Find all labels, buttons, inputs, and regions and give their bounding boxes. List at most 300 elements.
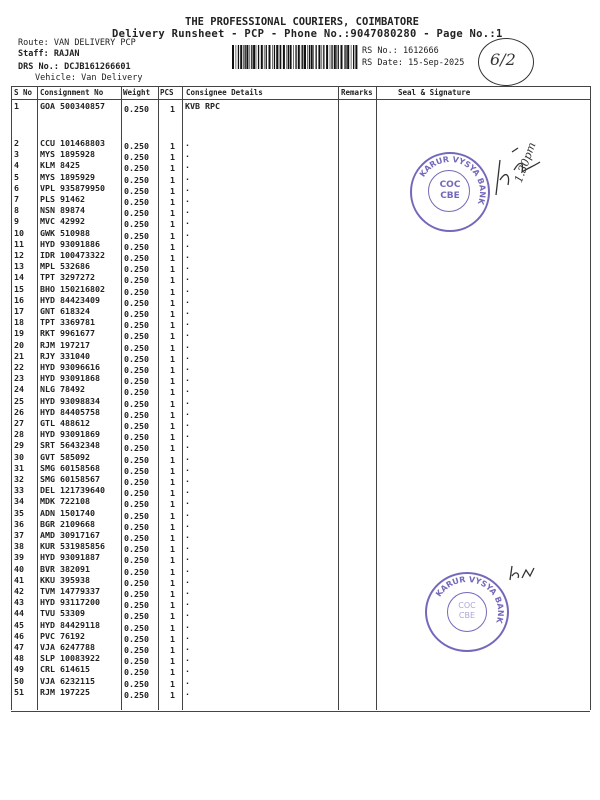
row-consignment: SMG 60158567	[40, 474, 100, 484]
row-pcs: 1	[170, 264, 175, 275]
row-weight: 0.250	[124, 141, 149, 151]
row-sno: 51	[14, 686, 24, 697]
barcode-bar	[302, 45, 303, 69]
barcode-bar	[261, 45, 263, 69]
barcode-bar	[309, 45, 310, 69]
row-sno: 3	[14, 149, 19, 160]
row-weight: 0.250	[124, 342, 149, 353]
barcode-bar	[331, 45, 332, 69]
barcode-bar	[236, 45, 237, 69]
row-pcs: 1	[170, 521, 175, 532]
row-sno: 44	[14, 608, 24, 619]
barcode-bar	[232, 45, 234, 69]
handwritten-initials	[506, 560, 540, 586]
row-pcs: 1	[170, 533, 175, 543]
route-label: Route:	[18, 38, 49, 48]
row-weight: 0.250	[124, 320, 149, 331]
barcode-bar	[274, 45, 275, 69]
row-details: .	[185, 138, 190, 148]
row-sno: 10	[14, 227, 24, 238]
barcode-bar	[269, 45, 271, 69]
row-pcs: 1	[170, 633, 175, 644]
row-weight: 0.250	[124, 275, 149, 286]
row-weight: 0.250	[124, 533, 149, 543]
row-pcs: 1	[170, 645, 175, 655]
row-consignment: HYD 93091869	[40, 429, 100, 440]
row-weight: 0.250	[124, 521, 149, 532]
row-sno: 5	[14, 171, 19, 182]
row-pcs: 1	[170, 689, 175, 700]
row-weight: 0.250	[124, 432, 149, 443]
row-details: .	[185, 507, 190, 518]
row-weight: 0.250	[124, 555, 149, 566]
barcode-bar	[307, 45, 308, 69]
row-consignment: ADN 1501740	[40, 507, 95, 518]
rs-no-line	[362, 46, 439, 56]
row-sno: 9	[14, 216, 19, 227]
row-sno: 34	[14, 496, 24, 507]
barcode-bar	[313, 45, 314, 69]
row-consignment: VPL 935879950	[40, 182, 105, 193]
row-details: .	[185, 261, 190, 272]
barcode-bar	[330, 45, 331, 69]
row-weight: 0.250	[124, 577, 149, 588]
col-divider	[121, 86, 122, 710]
staff-line	[18, 49, 79, 59]
row-pcs: 1	[170, 577, 175, 588]
barcode-bar	[336, 45, 337, 69]
row-pcs: 1	[170, 488, 175, 499]
row-pcs: 1	[170, 600, 175, 611]
row-sno: 31	[14, 462, 24, 473]
row-details: .	[185, 317, 190, 328]
row-consignment: TPT 3369781	[40, 317, 95, 328]
row-consignment: MVC 42992	[40, 216, 85, 227]
row-details: .	[185, 227, 190, 238]
row-weight: 0.250	[124, 544, 149, 555]
row-consignment: GWK 510988	[40, 227, 90, 238]
row-details: .	[185, 541, 190, 552]
row-sno: 39	[14, 552, 24, 563]
row-consignment: BGR 2109668	[40, 518, 95, 529]
row-details: .	[185, 608, 190, 619]
row-details: .	[185, 339, 190, 350]
barcode-bar	[246, 45, 248, 69]
row-consignment: SRT 56432348	[40, 440, 100, 451]
row-weight: 0.250	[124, 510, 149, 521]
row-consignment: KLM 8425	[40, 160, 80, 171]
row-weight: 0.250	[124, 622, 149, 633]
row-pcs: 1	[170, 387, 175, 398]
company-title: THE PROFESSIONAL COURIERS, COIMBATORE	[185, 16, 419, 28]
col-divider	[590, 86, 591, 710]
staff-label: Staff:	[18, 49, 49, 59]
row-sno: 48	[14, 653, 24, 664]
row-sno: 21	[14, 350, 24, 361]
row-details: .	[185, 530, 190, 540]
vehicle-value: Van Delivery	[81, 73, 143, 83]
row-pcs: 1	[170, 443, 175, 454]
row-sno: 18	[14, 317, 24, 328]
row-weight: 0.250	[124, 398, 149, 409]
row-weight: 0.250	[124, 174, 149, 185]
row-details: .	[185, 350, 190, 361]
row-pcs: 1	[170, 320, 175, 331]
barcode-bar	[264, 45, 265, 69]
row-weight: 0.250	[124, 387, 149, 398]
row-sno: 16	[14, 294, 24, 305]
row-details: .	[185, 306, 190, 316]
route-line	[18, 38, 136, 48]
row-sno: 20	[14, 339, 24, 350]
row-sno: 29	[14, 440, 24, 451]
row-details: .	[185, 496, 190, 507]
header-divider	[11, 99, 590, 100]
row-pcs: 1	[170, 104, 175, 114]
row-details: .	[185, 586, 190, 596]
row-sno: 2	[14, 138, 19, 148]
row-weight: 0.250	[124, 633, 149, 644]
row-details: .	[185, 149, 190, 160]
row-details: .	[185, 462, 190, 473]
barcode	[232, 45, 358, 69]
row-details: .	[185, 250, 190, 260]
row-pcs: 1	[170, 275, 175, 286]
row-pcs: 1	[170, 331, 175, 342]
row-weight: 0.250	[124, 689, 149, 700]
barcode-bar	[253, 45, 255, 69]
barcode-bar	[353, 45, 354, 69]
row-details: .	[185, 518, 190, 529]
row-consignment: SLP 10083922	[40, 653, 100, 664]
row-details: .	[185, 373, 190, 384]
row-pcs: 1	[170, 185, 175, 196]
row-sno: 47	[14, 642, 24, 652]
stamp-center-2: CBE	[440, 191, 460, 201]
row-sno: 17	[14, 306, 24, 316]
row-consignment: NSN 89874	[40, 205, 85, 216]
row-sno: 15	[14, 283, 24, 294]
row-consignment: MPL 532686	[40, 261, 90, 272]
row-sno: 40	[14, 563, 24, 574]
col-divider	[11, 86, 12, 710]
row-details: .	[185, 563, 190, 574]
row-weight: 0.250	[124, 566, 149, 577]
row-weight: 0.250	[124, 589, 149, 599]
vehicle-label: Vehicle:	[35, 73, 76, 83]
row-sno: 25	[14, 395, 24, 406]
barcode-bar	[347, 45, 349, 69]
row-weight: 0.250	[124, 152, 149, 163]
row-pcs: 1	[170, 174, 175, 185]
row-sno: 12	[14, 250, 24, 260]
barcode-bar	[283, 45, 285, 69]
barcode-bar	[295, 45, 296, 69]
stamp-ring-label: KARUR VYSYA BANK	[434, 574, 506, 625]
page-note: 6/2	[490, 50, 516, 69]
row-pcs: 1	[170, 152, 175, 163]
barcode-bar	[266, 45, 267, 69]
row-pcs: 1	[170, 365, 175, 375]
row-consignment: GNT 618324	[40, 306, 90, 316]
row-sno: 37	[14, 530, 24, 540]
row-weight: 0.250	[124, 163, 149, 174]
row-sno: 43	[14, 597, 24, 608]
row-details: .	[185, 675, 190, 686]
row-weight: 0.250	[124, 443, 149, 454]
row-details: .	[185, 418, 190, 428]
row-consignment: TPT 3297272	[40, 272, 95, 283]
barcode-bar	[338, 45, 339, 69]
row-details: .	[185, 238, 190, 249]
row-pcs: 1	[170, 309, 175, 319]
row-pcs: 1	[170, 398, 175, 409]
row-sno: 36	[14, 518, 24, 529]
row-sno: 4	[14, 160, 19, 171]
barcode-bar	[250, 45, 251, 69]
row-sno: 27	[14, 418, 24, 428]
barcode-bar	[279, 45, 280, 69]
col-divider	[182, 86, 183, 710]
barcode-bar	[322, 45, 323, 69]
drs-line	[18, 62, 131, 72]
row-sno: 24	[14, 384, 24, 395]
row-sno: 32	[14, 474, 24, 484]
row-pcs: 1	[170, 656, 175, 667]
row-weight: 0.250	[124, 656, 149, 667]
row-weight: 0.250	[124, 185, 149, 196]
row-consignment: SMG 60158568	[40, 462, 100, 473]
drs-value: DCJB161266601	[64, 62, 131, 72]
row-pcs: 1	[170, 432, 175, 443]
barcode-bar	[276, 45, 278, 69]
row-consignment: HYD 93091887	[40, 552, 100, 563]
row-pcs: 1	[170, 454, 175, 465]
bank-stamp	[425, 572, 509, 652]
row-sno: 8	[14, 205, 19, 216]
row-consignment: RJM 197225	[40, 686, 90, 697]
row-weight: 0.250	[124, 104, 149, 114]
row-consignment: VJA 6232115	[40, 675, 95, 686]
row-consignment: HYD 93117200	[40, 597, 100, 608]
row-sno: 42	[14, 586, 24, 596]
stamp-center-1: COC	[439, 180, 461, 190]
barcode-bar	[334, 45, 336, 69]
rs-date-label: RS Date:	[362, 58, 403, 68]
rs-date-line	[362, 58, 464, 68]
row-details: .	[185, 272, 190, 283]
row-pcs: 1	[170, 353, 175, 364]
row-sno: 46	[14, 630, 24, 641]
barcode-bar	[287, 45, 288, 69]
route-value: VAN DELIVERY PCP	[53, 38, 136, 48]
row-pcs: 1	[170, 421, 175, 431]
col-divider	[158, 86, 159, 710]
row-details: .	[185, 328, 190, 339]
row-consignment: KKU 395938	[40, 574, 90, 585]
barcode-bar	[240, 45, 242, 69]
row-details: .	[185, 194, 190, 204]
row-consignment: RJM 197217	[40, 339, 90, 350]
row-sno: 28	[14, 429, 24, 440]
row-weight: 0.250	[124, 286, 149, 297]
drs-label: DRS No.:	[18, 62, 59, 72]
row-weight: 0.250	[124, 600, 149, 611]
runsheet-subtitle: Delivery Runsheet - PCP - Phone No.:9047080280 - Page No.:1	[112, 28, 503, 40]
col-divider	[376, 86, 377, 710]
barcode-bar	[245, 45, 246, 69]
row-consignment: NLG 78492	[40, 384, 85, 395]
barcode-bar	[323, 45, 324, 69]
row-consignment: AMD 30917167	[40, 530, 100, 540]
row-sno: 22	[14, 362, 24, 372]
row-weight: 0.250	[124, 219, 149, 230]
row-sno: 6	[14, 182, 19, 193]
barcode-bar	[258, 45, 259, 69]
barcode-bar	[345, 45, 346, 69]
row-details: .	[185, 205, 190, 216]
row-pcs: 1	[170, 230, 175, 241]
row-consignment: RJY 331040	[40, 350, 90, 361]
row-consignment: GVT 585092	[40, 451, 90, 462]
row-weight: 0.250	[124, 208, 149, 219]
row-details: .	[185, 384, 190, 395]
row-details: .	[185, 429, 190, 440]
row-consignment: BVR 382091	[40, 563, 90, 574]
col-divider	[37, 86, 38, 710]
row-consignment: HYD 93091868	[40, 373, 100, 384]
barcode-bar	[293, 45, 294, 69]
barcode-bar	[280, 45, 281, 69]
row-sno: 13	[14, 261, 24, 272]
barcode-bar	[272, 45, 273, 69]
row-pcs: 1	[170, 286, 175, 297]
barcode-bar	[304, 45, 306, 69]
col-header-consignment: Consignment No	[40, 88, 104, 97]
barcode-bar	[301, 45, 302, 69]
barcode-bar	[311, 45, 313, 69]
row-pcs: 1	[170, 611, 175, 622]
row-consignment: VJA 6247788	[40, 642, 95, 652]
barcode-bar	[344, 45, 345, 69]
row-sno: 26	[14, 406, 24, 417]
row-weight: 0.250	[124, 197, 149, 207]
barcode-bar	[341, 45, 343, 69]
row-weight: 0.250	[124, 421, 149, 431]
row-consignment: GOA 500340857	[40, 101, 105, 111]
row-consignment: IDR 100473322	[40, 250, 105, 260]
barcode-bar	[298, 45, 300, 69]
row-details: .	[185, 395, 190, 406]
barcode-bar	[238, 45, 239, 69]
row-pcs: 1	[170, 197, 175, 207]
row-weight: 0.250	[124, 241, 149, 252]
row-sno: 45	[14, 619, 24, 630]
row-weight: 0.250	[124, 253, 149, 263]
row-weight: 0.250	[124, 309, 149, 319]
vehicle-line	[35, 73, 143, 83]
row-consignment: HYD 84423409	[40, 294, 100, 305]
row-pcs: 1	[170, 342, 175, 353]
row-details: .	[185, 630, 190, 641]
row-weight: 0.250	[124, 264, 149, 275]
row-pcs: 1	[170, 163, 175, 174]
row-sno: 30	[14, 451, 24, 462]
row-consignment: TVU 53309	[40, 608, 85, 619]
stamp-ring-label: KARUR VYSYA BANK	[417, 154, 488, 206]
row-details: .	[185, 362, 190, 372]
row-pcs: 1	[170, 409, 175, 420]
barcode-bar	[288, 45, 289, 69]
row-pcs: 1	[170, 297, 175, 308]
row-weight: 0.250	[124, 297, 149, 308]
row-pcs: 1	[170, 208, 175, 219]
row-sno: 1	[14, 101, 19, 111]
row-details: .	[185, 686, 190, 697]
row-sno: 38	[14, 541, 24, 552]
row-pcs: 1	[170, 667, 175, 678]
row-details: .	[185, 216, 190, 227]
row-consignment: RKT 9961677	[40, 328, 95, 339]
stamp-center-1: COC	[458, 601, 476, 610]
row-sno: 33	[14, 485, 24, 496]
row-details: .	[185, 451, 190, 462]
rs-no-value: 1612666	[402, 46, 439, 56]
row-consignment: HYD 93091886	[40, 238, 100, 249]
row-consignment: CRL 614615	[40, 664, 90, 675]
col-header-sno: S No	[14, 88, 33, 97]
barcode-bar	[318, 45, 320, 69]
row-consignment: MYS 1895928	[40, 149, 95, 160]
barcode-bar	[326, 45, 328, 69]
row-consignment: MYS 1895929	[40, 171, 95, 182]
row-weight: 0.250	[124, 376, 149, 387]
row-sno: 23	[14, 373, 24, 384]
row-consignment: PLS 91462	[40, 194, 85, 204]
row-weight: 0.250	[124, 353, 149, 364]
barcode-bar	[243, 45, 244, 69]
row-pcs: 1	[170, 499, 175, 510]
row-consignment: BHO 150216802	[40, 283, 105, 294]
row-consignment: DEL 121739640	[40, 485, 105, 496]
row-consignment: HYD 93096616	[40, 362, 100, 372]
row-details: .	[185, 664, 190, 675]
col-header-details: Consignee Details	[186, 88, 263, 97]
col-header-weight: Weight	[123, 88, 151, 97]
row-pcs: 1	[170, 678, 175, 689]
row-details: .	[185, 642, 190, 652]
row-weight: 0.250	[124, 611, 149, 622]
row-pcs: 1	[170, 510, 175, 521]
col-header-seal: Seal & Signature	[398, 88, 471, 97]
row-details: KVB RPC	[185, 101, 220, 111]
row-pcs: 1	[170, 555, 175, 566]
row-details: .	[185, 171, 190, 182]
row-pcs: 1	[170, 376, 175, 387]
row-details: .	[185, 406, 190, 417]
row-weight: 0.250	[124, 409, 149, 420]
row-pcs: 1	[170, 141, 175, 151]
row-pcs: 1	[170, 566, 175, 577]
row-details: .	[185, 474, 190, 484]
row-pcs: 1	[170, 465, 175, 476]
col-header-pcs: PCS	[160, 88, 174, 97]
row-consignment: PVC 76192	[40, 630, 85, 641]
row-weight: 0.250	[124, 465, 149, 476]
row-sno: 19	[14, 328, 24, 339]
row-weight: 0.250	[124, 667, 149, 678]
row-sno: 14	[14, 272, 24, 283]
